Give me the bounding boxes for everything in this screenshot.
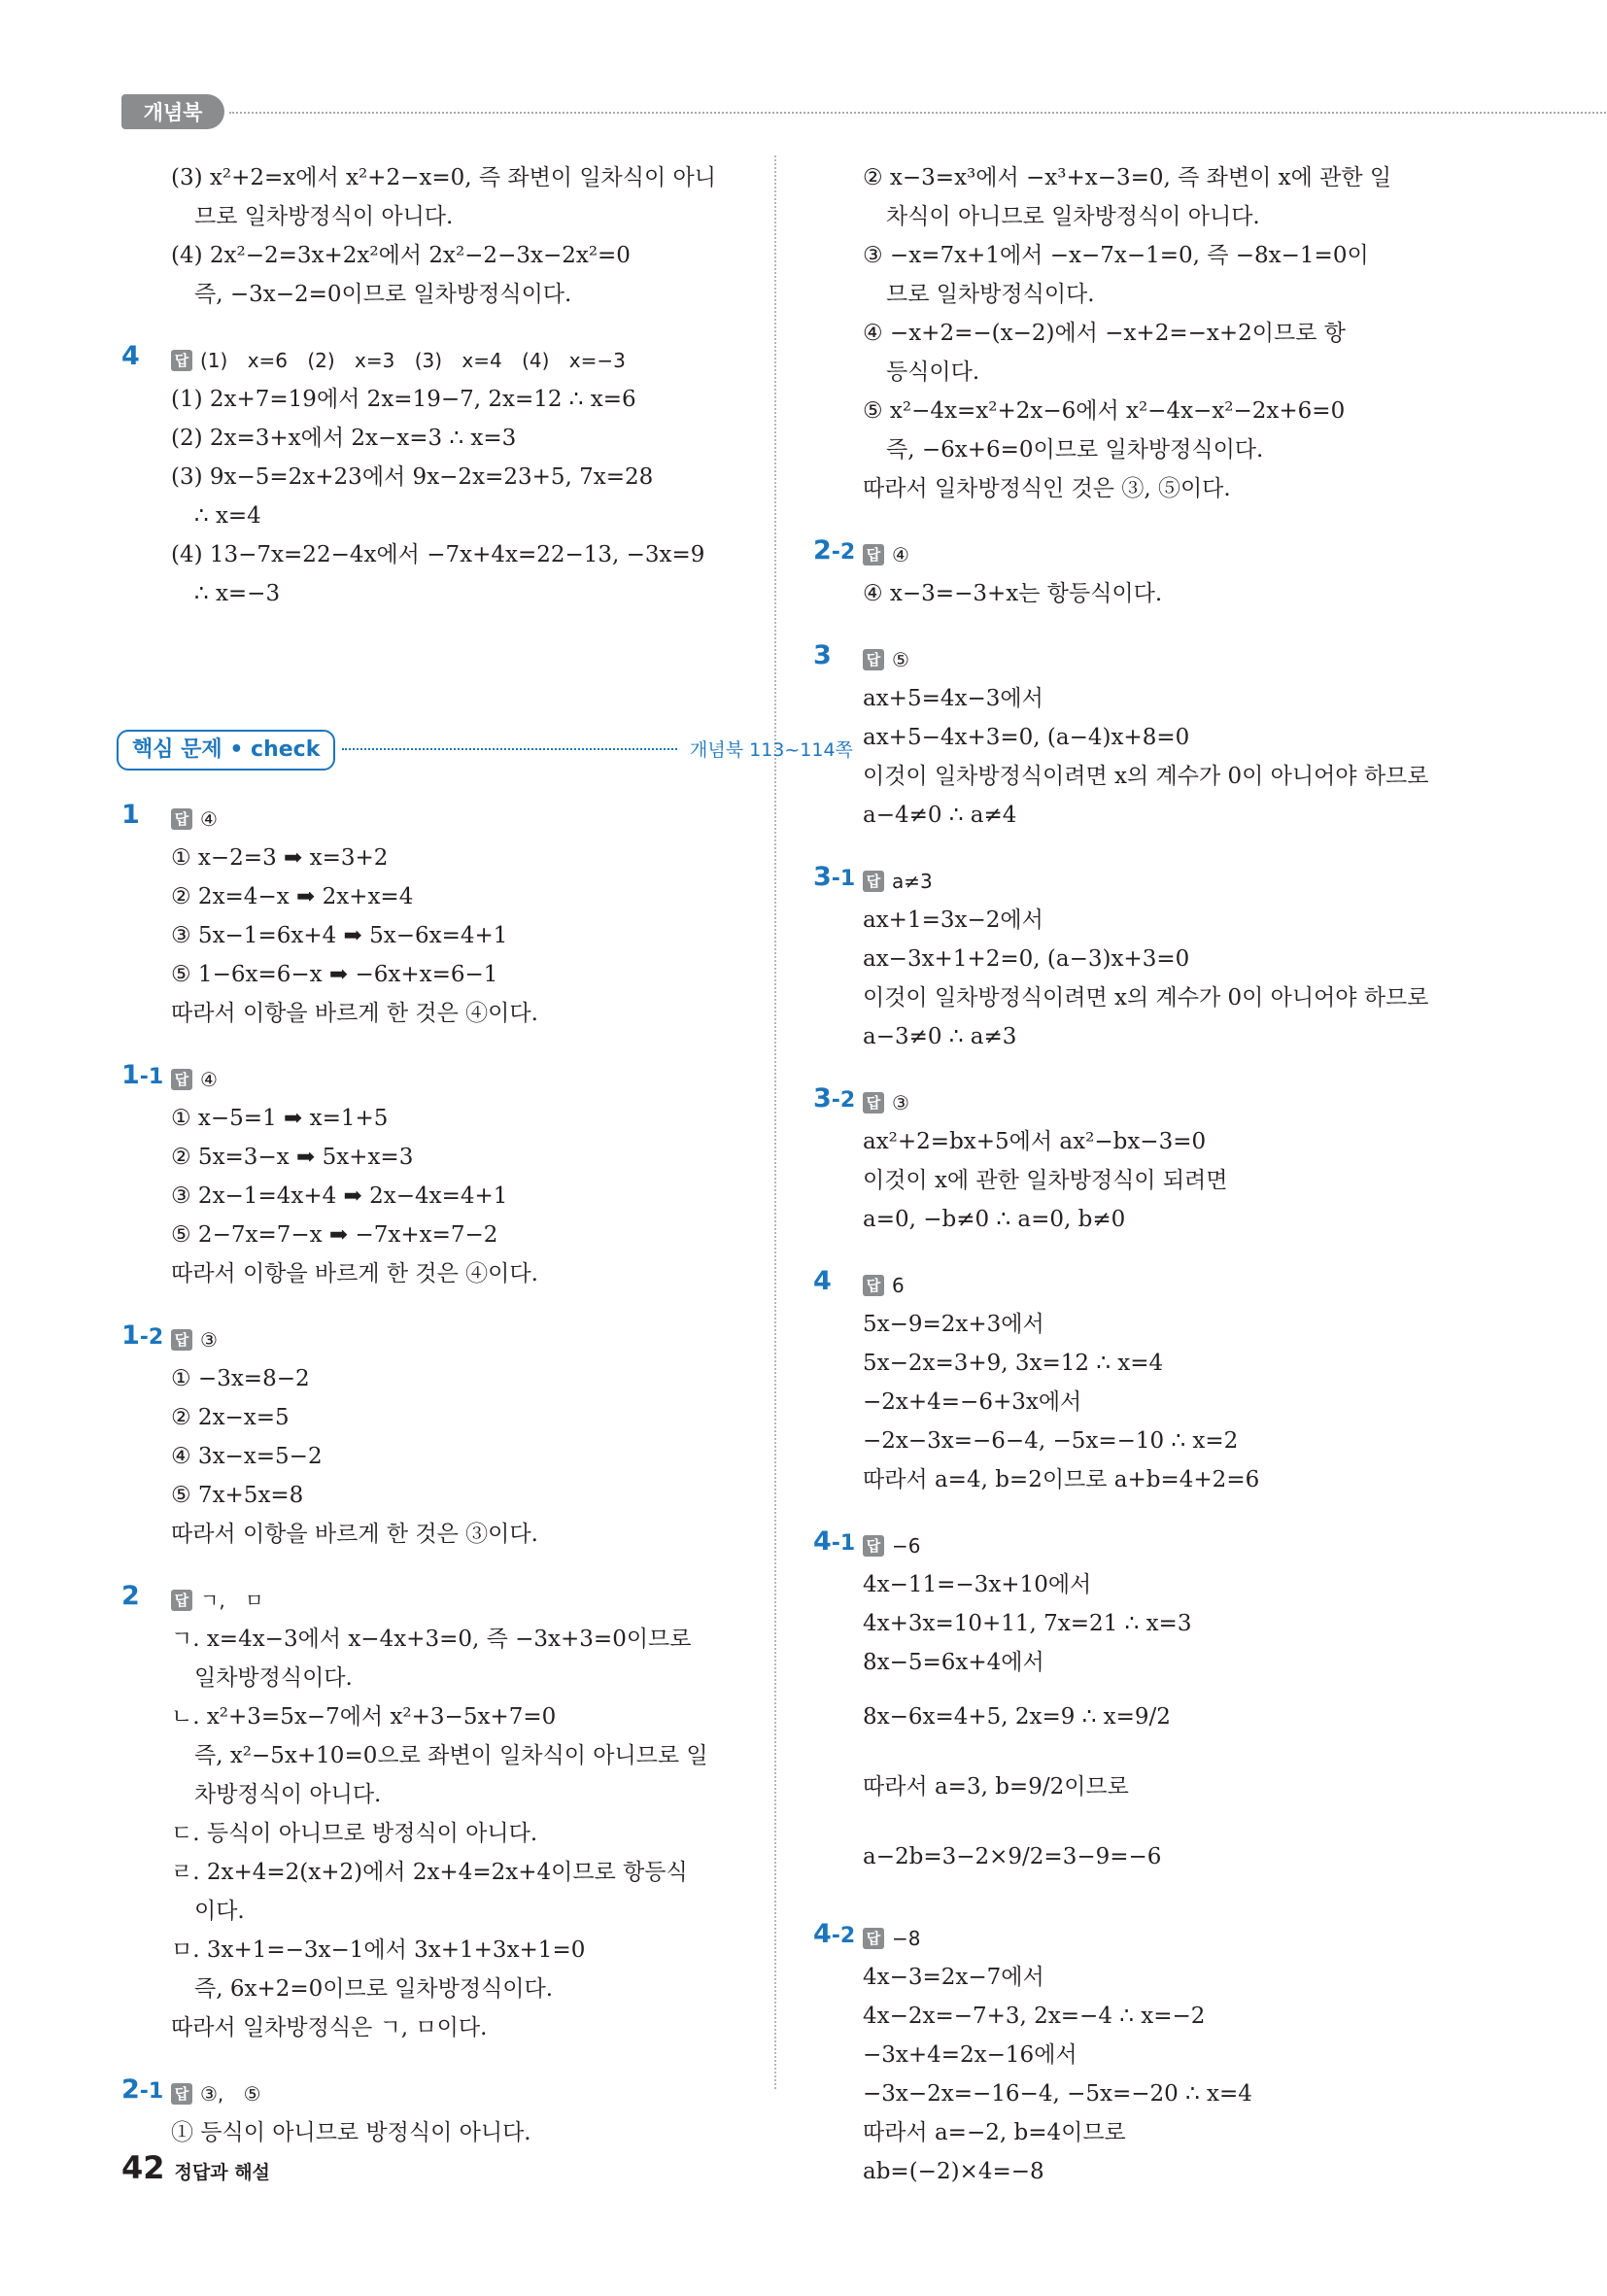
text-line: 일차방정식이다.	[194, 1665, 353, 1691]
text-line: 따라서 일차방정식은 ㄱ, ㅁ이다.	[171, 2015, 488, 2040]
answer-badge: 답	[863, 1535, 884, 1557]
answer-text: ④	[892, 543, 909, 566]
answer-line	[808, 535, 1440, 574]
problem-number: 1-1	[121, 1060, 164, 1090]
problem-number: 3-1	[813, 862, 856, 892]
answer-text: ③	[200, 1328, 218, 1352]
text-line: (3) x²+2=x에서 x²+2−x=0, 즉 좌변이 일차식이 아니	[171, 165, 716, 190]
answer-line	[117, 1320, 738, 1359]
text-line: a−4≠0 ∴ a≠4	[863, 803, 1017, 828]
answer-badge: 답	[863, 1928, 884, 1949]
text-line: 따라서 일차방정식인 것은 ③, ⑤이다.	[863, 476, 1231, 501]
answer-text: a≠3	[892, 870, 933, 893]
text-line: ab=(−2)×4=−8	[863, 2159, 1044, 2184]
problem-3-2	[808, 1083, 1440, 1239]
text-line: ④ x−3=−3+x는 항등식이다.	[863, 581, 1163, 606]
header-rule	[229, 112, 1607, 114]
answer-line	[117, 1581, 738, 1620]
text-line: ④ −x+2=−(x−2)에서 −x+2=−x+2이므로 항	[863, 321, 1346, 346]
text-line: ③ −x=7x+1에서 −x−7x−1=0, 즉 −8x−1=0이	[863, 243, 1369, 268]
text-line: ② 2x=4−x ➡ 2x+x=4	[171, 884, 414, 909]
text-line: ax+5−4x+3=0, (a−4)x+8=0	[863, 725, 1190, 750]
answer-text: ③, ⑤	[200, 2082, 261, 2106]
text-line: 등식이다.	[886, 360, 980, 385]
text-line: ㄹ. 2x+4=2(x+2)에서 2x+4=2x+4이므로 항등식	[171, 1860, 688, 1885]
text-line: ③ 5x−1=6x+4 ➡ 5x−6x=4+1	[171, 923, 508, 948]
text-line: 따라서 이항을 바르게 한 것은 ③이다.	[171, 1522, 538, 1547]
text-line: 즉, −6x+6=0이므로 일차방정식이다.	[886, 437, 1264, 463]
text-line: ax−3x+1+2=0, (a−3)x+3=0	[863, 946, 1190, 972]
text-line: ⑤ x²−4x=x²+2x−6에서 x²−4x−x²−2x+6=0	[863, 398, 1346, 424]
answer-text: 6	[892, 1274, 905, 1297]
footer-label: 정답과 해설	[174, 2162, 270, 2183]
text-line: ③ 2x−1=4x+4 ➡ 2x−4x=4+1	[171, 1183, 508, 1209]
answer-line	[808, 640, 1440, 679]
section-title: 핵심 문제 • check	[117, 730, 335, 771]
text-line: 따라서 a=−2, b=4이므로	[863, 2120, 1126, 2145]
problem-2-1	[117, 2074, 738, 2152]
answer-badge: 답	[171, 808, 192, 830]
problem-number: 4	[121, 341, 140, 371]
answer-badge: 답	[863, 649, 884, 670]
text-line: ② 5x=3−x ➡ 5x+x=3	[171, 1145, 414, 1170]
problem-2	[117, 1581, 738, 2047]
problem-number: 2	[121, 1581, 140, 1611]
text-line: ∴ x=−3	[194, 581, 281, 606]
text-line: −3x−2x=−16−4, −5x=−20 ∴ x=4	[863, 2081, 1252, 2107]
problem-4-1	[808, 1526, 1440, 1892]
problem-number: 2-1	[121, 2074, 164, 2105]
answer-line	[808, 1526, 1440, 1565]
text-line: 5x−2x=3+9, 3x=12 ∴ x=4	[863, 1351, 1164, 1376]
answer-text: −6	[892, 1534, 921, 1558]
problem-3-1	[808, 862, 1440, 1056]
problem-number: 4	[813, 1266, 832, 1296]
text-line: 4x−2x=−7+3, 2x=−4 ∴ x=−2	[863, 2004, 1206, 2029]
carryover-block-left	[117, 158, 738, 314]
text-line: (1) 2x+7=19에서 2x=19−7, 2x=12 ∴ x=6	[171, 387, 636, 412]
text-line: 이것이 x에 관한 일차방정식이 되려면	[863, 1168, 1228, 1193]
answer-line	[117, 341, 738, 380]
answer-text: ④	[200, 807, 218, 831]
text-line: ∴ x=4	[194, 503, 261, 529]
text-line: −2x−3x=−6−4, −5x=−10 ∴ x=2	[863, 1428, 1239, 1454]
text-line: ① x−2=3 ➡ x=3+2	[171, 845, 389, 871]
text-line: ax+5=4x−3에서	[863, 686, 1043, 711]
problem-1-1	[117, 1060, 738, 1293]
text-line: ⑤ 7x+5x=8	[171, 1483, 304, 1508]
text-line: 4x−3=2x−7에서	[863, 1965, 1044, 1990]
section-page-ref: 개념북 113~114쪽	[690, 739, 853, 761]
text-line: 4x+3x=10+11, 7x=21 ∴ x=3	[863, 1611, 1192, 1636]
answer-badge: 답	[171, 350, 192, 371]
answer-badge: 답	[863, 1092, 884, 1114]
answer-text: −8	[892, 1927, 921, 1950]
text-line: ㅁ. 3x+1=−3x−1에서 3x+1+3x+1=0	[171, 1937, 586, 1963]
answer-line	[117, 800, 738, 839]
problem-3	[808, 640, 1440, 835]
text-line: (4) 13−7x=22−4x에서 −7x+4x=22−13, −3x=9	[171, 542, 705, 567]
text-line: 즉, x²−5x+10=0으로 좌변이 일차식이 아니므로 일	[194, 1743, 708, 1768]
text-line: a=0, −b≠0 ∴ a=0, b≠0	[863, 1207, 1126, 1232]
book-tab: 개념북	[121, 94, 224, 129]
text-line: ① 등식이 아니므로 방정식이 아니다.	[171, 2120, 531, 2145]
text-line: 따라서 a=4, b=2이므로 a+b=4+2=6	[863, 1467, 1260, 1492]
text-line: ⑤ 2−7x=7−x ➡ −7x+x=7−2	[171, 1222, 498, 1248]
problem-number: 3	[813, 640, 832, 670]
text-line: 이다.	[194, 1899, 245, 1924]
answer-badge: 답	[863, 544, 884, 565]
page-footer	[121, 2149, 270, 2186]
text-line: a−2b=3−2×9/2=3−9=−6	[863, 1844, 1162, 1869]
section-rule	[342, 748, 677, 750]
answer-badge: 답	[863, 871, 884, 892]
text-line: 8x−5=6x+4에서	[863, 1650, 1044, 1675]
column-divider	[774, 155, 776, 2089]
text-line: 따라서 이항을 바르게 한 것은 ④이다.	[171, 1261, 538, 1286]
answer-badge: 답	[863, 1275, 884, 1296]
text-line: 차방정식이 아니다.	[194, 1782, 382, 1807]
text-line: ① x−5=1 ➡ x=1+5	[171, 1106, 389, 1131]
section-header	[117, 730, 853, 778]
text-line: 즉, 6x+2=0이므로 일차방정식이다.	[194, 1976, 554, 2002]
text-line: 이것이 일차방정식이려면 x의 계수가 0이 아니어야 하므로	[863, 764, 1429, 789]
text-line: −3x+4=2x−16에서	[863, 2042, 1077, 2068]
answer-badge: 답	[171, 1069, 192, 1090]
answer-line	[117, 1060, 738, 1099]
page-number: 42	[121, 2149, 165, 2186]
text-line: ax+1=3x−2에서	[863, 908, 1043, 933]
answer-line	[808, 1083, 1440, 1122]
problem-1	[117, 800, 738, 1033]
problem-1-2	[117, 1320, 738, 1554]
text-line: 따라서 a=3, b=9/2이므로	[863, 1774, 1129, 1799]
answer-line	[808, 1919, 1440, 1958]
text-line: (4) 2x²−2=3x+2x²에서 2x²−2−3x−2x²=0	[171, 243, 631, 268]
answer-line	[808, 1266, 1440, 1305]
left-column	[117, 158, 853, 2179]
problem-number: 2-2	[813, 535, 856, 565]
text-line: 즉, −3x−2=0이므로 일차방정식이다.	[194, 282, 572, 307]
text-line: (2) 2x=3+x에서 2x−x=3 ∴ x=3	[171, 426, 517, 451]
text-line: 차식이 아니므로 일차방정식이 아니다.	[886, 204, 1260, 229]
answer-badge: 답	[171, 1590, 192, 1611]
text-line: ① −3x=8−2	[171, 1366, 310, 1391]
answer-text: (1) x=6 (2) x=3 (3) x=4 (4) x=−3	[200, 349, 626, 372]
text-line: 따라서 이항을 바르게 한 것은 ④이다.	[171, 1001, 538, 1026]
problem-number: 4-2	[813, 1919, 856, 1949]
text-line: 8x−6x=4+5, 2x=9 ∴ x=9/2	[863, 1704, 1171, 1730]
problem-number: 3-2	[813, 1083, 856, 1114]
answer-line	[808, 862, 1440, 901]
problem-2-2	[808, 535, 1440, 613]
text-line: ② 2x−x=5	[171, 1405, 290, 1430]
problem-4	[117, 341, 738, 613]
text-line: 5x−9=2x+3에서	[863, 1312, 1044, 1337]
text-line: ④ 3x−x=5−2	[171, 1444, 323, 1469]
answer-text: ④	[200, 1068, 218, 1091]
answer-badge: 답	[171, 1329, 192, 1351]
text-line: −2x+4=−6+3x에서	[863, 1389, 1082, 1415]
text-line: 이것이 일차방정식이려면 x의 계수가 0이 아니어야 하므로	[863, 985, 1429, 1011]
text-line: a−3≠0 ∴ a≠3	[863, 1024, 1017, 1049]
text-line: (3) 9x−5=2x+23에서 9x−2x=23+5, 7x=28	[171, 464, 654, 490]
text-line: 므로 일차방정식이다.	[886, 282, 1095, 307]
text-line: ax²+2=bx+5에서 ax²−bx−3=0	[863, 1129, 1207, 1154]
text-line: 4x−11=−3x+10에서	[863, 1572, 1092, 1597]
problem-number: 1	[121, 800, 140, 830]
text-line: ㄴ. x²+3=5x−7에서 x²+3−5x+7=0	[171, 1704, 557, 1730]
problem-number: 1-2	[121, 1320, 164, 1351]
text-line: ② x−3=x³에서 −x³+x−3=0, 즉 좌변이 x에 관한 일	[863, 165, 1392, 190]
answer-text: ③	[892, 1091, 909, 1114]
text-line: ㄷ. 등식이 아니므로 방정식이 아니다.	[171, 1821, 538, 1846]
answer-line	[117, 2074, 738, 2113]
problem-4-right	[808, 1266, 1440, 1499]
problem-4-2	[808, 1919, 1440, 2191]
text-line: ㄱ. x=4x−3에서 x−4x+3=0, 즉 −3x+3=0이므로	[171, 1627, 692, 1652]
problem-number: 4-1	[813, 1526, 856, 1557]
text-line: 므로 일차방정식이 아니다.	[194, 204, 454, 229]
answer-badge: 답	[171, 2083, 192, 2105]
right-column	[808, 158, 1440, 2218]
answer-text: ⑤	[892, 648, 909, 671]
carryover-block-right	[808, 158, 1440, 508]
answer-text: ㄱ, ㅁ	[200, 1589, 264, 1612]
text-line: ⑤ 1−6x=6−x ➡ −6x+x=6−1	[171, 962, 498, 987]
